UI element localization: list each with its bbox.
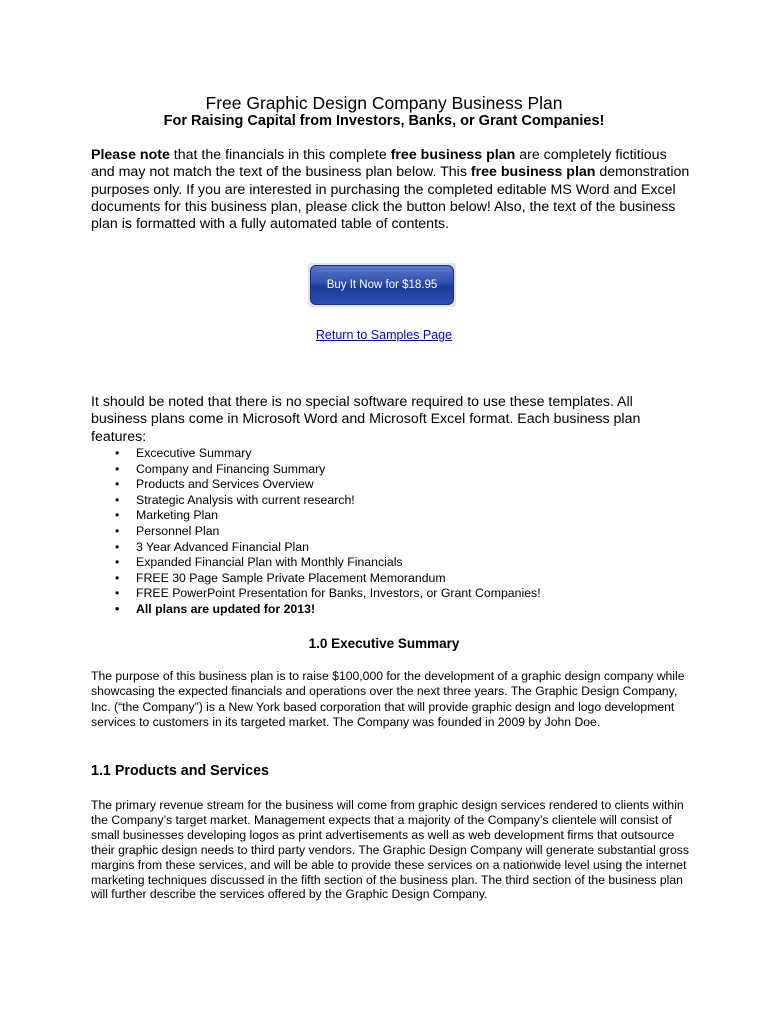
bullet-icon: • [115,461,120,476]
note-bold-term: free business plan [390,147,516,163]
feature-label: FREE 30 Page Sample Private Placement Memorandum [136,570,446,585]
return-to-samples-link[interactable]: Return to Samples Page [315,328,453,342]
bullet-icon: • [115,601,120,616]
feature-label: Personnel Plan [136,523,220,538]
buy-now-button[interactable]: Buy It Now for $18.95 [310,265,454,305]
executive-summary-paragraph: The purpose of this business plan is to raise $100,000 for the development of a graphic design company while showcasing the expected financials and operations over the next three years. The Graphic Design Company, Inc. (“the Company”) is a New York based corporation that will provide graphic design and logo development services to customers in its targeted market. The Company was founded in 2009 by John Doe. [91,669,685,729]
return-link-container [0,328,768,342]
disclaimer-note [91,147,691,233]
feature-label: Company and Financing Summary [136,461,326,476]
bullet-icon: • [115,446,120,460]
note-text: are completely fictitious and may not match the text of the business plan below. This [91,147,667,181]
bullet-icon: • [115,477,120,492]
intro-paragraph: It should be noted that there is no special software required to use these templates. All business plans come in Microsoft Word and Microsoft Excel format. Each business plan features: [91,394,641,445]
bullet-icon: • [115,492,120,507]
page-title: Free Graphic Design Company Business Plan [205,93,563,113]
feature-label: Marketing Plan [136,508,219,523]
list-item [91,555,541,571]
bullet-icon: • [115,508,120,523]
feature-label: FREE PowerPoint Presentation for Banks, Investors, or Grant Companies! [136,586,541,601]
list-item [91,602,541,618]
list-item [91,586,541,602]
list-item [91,540,541,556]
products-services-paragraph: The primary revenue stream for the business will come from graphic design services rendered to clients within the Company’s target market. Management expects that a majority of the Company’s clientele will consist of small businesses developing logos as print advertisements as well as web development firms that outsource their graphic design needs to third party vendors. The Graphic Design Company will generate substantial gross margins from these services, and will be able to provide these services on a nationwide level using the internet marketing techniques discussed in the fifth section of the business plan. The third section of the business plan will further describe the services offered by the Graphic Design Company. [91,798,689,902]
bullet-icon: • [115,555,120,570]
note-bold-term: free business plan [470,164,596,181]
feature-label: Strategic Analysis with current research! [136,492,355,507]
list-item [91,493,541,509]
features-list [91,446,541,618]
note-text: demonstration purposes only. If you are interested in purchasing the completed editable MS Word and Excel documents for this business plan, please click the button below! Also, the text of the business plan is formatted with a fully automated table of contents. [91,164,690,233]
feature-label: Expanded Financial Plan with Monthly Financials [136,555,403,570]
list-item [91,446,541,462]
bullet-icon: • [115,539,120,554]
list-item [91,477,541,493]
section-heading-products-services: 1.1 Products and Services [91,763,269,779]
feature-label: All plans are updated for 2013! [136,601,316,616]
feature-label: Excecutive Summary [136,446,252,460]
note-text: that the financials in this complete [169,147,391,163]
feature-label: Products and Services Overview [136,477,314,492]
bullet-icon: • [115,586,120,601]
list-item [91,571,541,587]
list-item [91,462,541,478]
buy-button-frame [308,263,456,307]
bullet-icon: • [115,523,120,538]
list-item [91,508,541,524]
note-bold-label: Please note [91,147,170,163]
section-heading-executive-summary: 1.0 Executive Summary [308,636,460,651]
page-subtitle: For Raising Capital from Investors, Banks, or Grant Companies! [163,113,605,129]
feature-label: 3 Year Advanced Financial Plan [136,539,309,554]
list-item [91,524,541,540]
bullet-icon: • [115,570,120,585]
